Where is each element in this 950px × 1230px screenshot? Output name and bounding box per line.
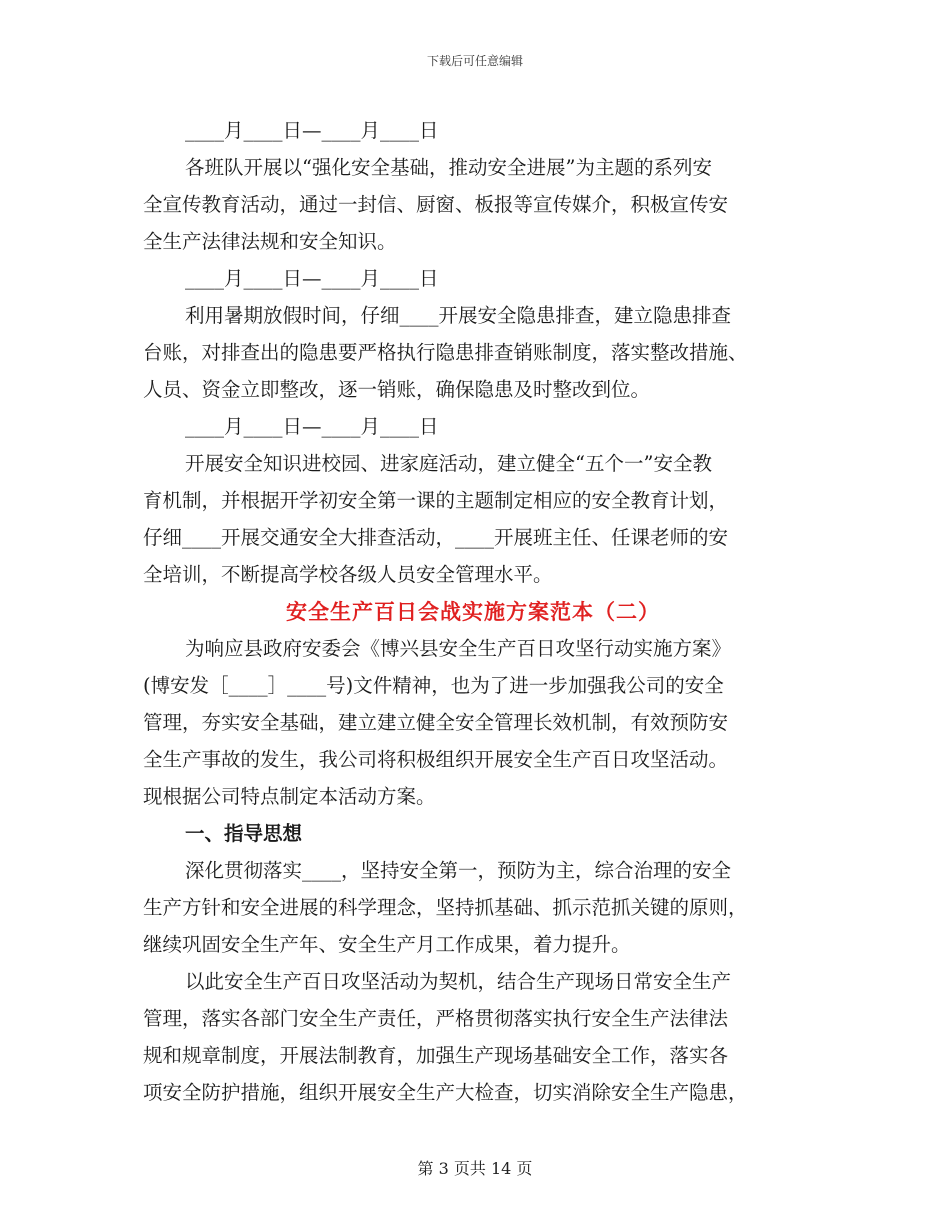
body-line: 以此安全生产百日攻坚活动为契机，结合生产现场日常安全生产	[185, 970, 732, 993]
body-line: 台账，对排查出的隐患要严格执行隐患排查销账制度，落实整改措施、	[143, 341, 748, 364]
body-line: 管理，夯实安全基础，建立建立健全安全管理长效机制，有效预防安	[143, 711, 729, 734]
body-line: ____月____日—____月____日	[185, 415, 439, 438]
body-line: 规和规章制度，开展法制教育，加强生产现场基础安全工作，落实各	[143, 1044, 729, 1067]
body-line: 全宣传教育活动，通过一封信、厨窗、板报等宣传媒介，积极宣传安	[143, 193, 729, 216]
body-line: 全生产法律法规和安全知识。	[143, 230, 397, 253]
body-line: 育机制，并根据开学初安全第一课的主题制定相应的安全教育计划，	[143, 489, 729, 512]
body-line: 为响应县政府安委会《博兴县安全生产百日攻坚行动实施方案》	[185, 637, 732, 660]
body-line: 全生产事故的发生，我公司将积极组织开展安全生产百日攻坚活动。	[143, 748, 729, 771]
body-line: 现根据公司特点制定本活动方案。	[143, 785, 436, 808]
section-heading: 一、指导思想	[185, 822, 303, 845]
document-body	[143, 112, 803, 1111]
body-line: 仔细____开展交通安全大排查活动，____开展班主任、任课老师的安	[143, 526, 729, 549]
body-line: 利用暑期放假时间，仔细____开展安全隐患排查，建立隐患排查	[185, 304, 732, 327]
body-line: ____月____日—____月____日	[185, 267, 439, 290]
body-line: ____月____日—____月____日	[185, 119, 439, 142]
body-line: 生产方针和安全进展的科学理念，坚持抓基础、抓示范抓关键的原则，	[143, 896, 748, 919]
body-line: 人员、资金立即整改，逐一销账，确保隐患及时整改到位。	[143, 378, 651, 401]
page-footer: 第 3 页共 14 页	[417, 1159, 533, 1178]
body-line: 项安全防护措施，组织开展安全生产大检查，切实消除安全生产隐患，	[143, 1081, 748, 1104]
section-title: 安全生产百日会战实施方案范本（二）	[286, 599, 660, 624]
body-line: 深化贯彻落实____，坚持安全第一，预防为主，综合治理的安全	[185, 859, 732, 882]
body-line: 开展安全知识进校园、进家庭活动，建立健全“五个一”安全教	[185, 452, 712, 475]
body-line: 管理，落实各部门安全生产责任，严格贯彻落实执行安全生产法律法	[143, 1007, 729, 1030]
body-line: 继续巩固安全生产年、安全生产月工作成果，着力提升。	[143, 933, 631, 956]
body-line: 全培训，不断提高学校各级人员安全管理水平。	[143, 563, 553, 586]
page-header: 下载后可任意编辑	[426, 54, 523, 68]
body-line: (博安发［____］____号)文件精神，也为了进一步加强我公司的安全	[143, 674, 724, 697]
body-line: 各班队开展以“强化安全基础，推动安全进展”为主题的系列安	[185, 156, 712, 179]
